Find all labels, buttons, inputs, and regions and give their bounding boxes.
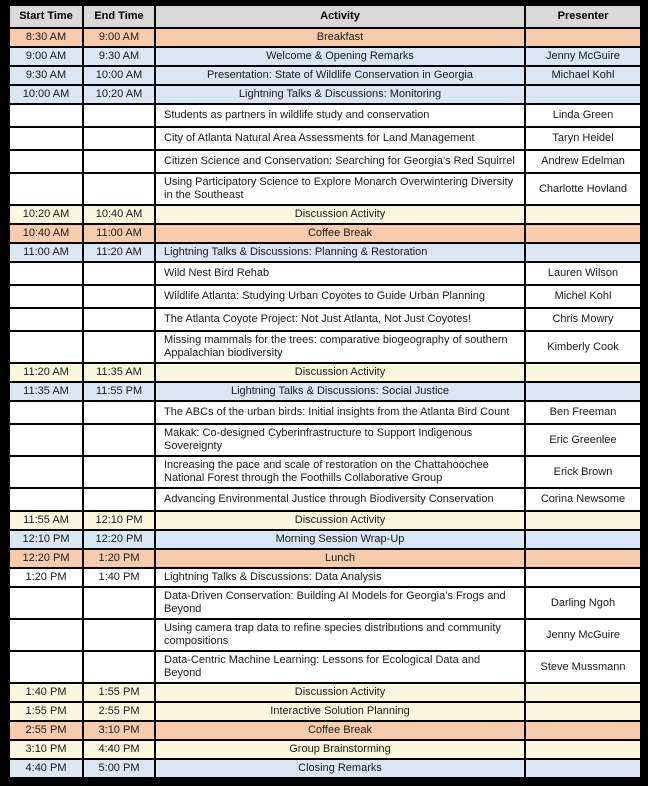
start-time-cell — [9, 104, 83, 127]
activity-cell: Students as partners in wildlife study and conservation — [155, 104, 525, 127]
table-row — [9, 401, 641, 424]
table-row — [9, 587, 641, 619]
end-time-cell — [83, 308, 155, 331]
end-time-cell — [83, 127, 155, 150]
table-row — [9, 243, 641, 262]
activity-cell: Missing mammals for the trees: comparative biogeography of southern Appalachian biodiversity — [155, 331, 525, 363]
end-time-cell — [83, 285, 155, 308]
end-time-cell — [83, 262, 155, 285]
table-row — [9, 511, 641, 530]
start-time-cell — [9, 331, 83, 363]
start-time-cell: 1:55 PM — [9, 702, 83, 721]
end-time-cell — [83, 173, 155, 205]
table-row — [9, 66, 641, 85]
activity-cell: Coffee Break — [155, 224, 525, 243]
activity-cell: Data-Centric Machine Learning: Lessons for Ecological Data and Beyond — [155, 651, 525, 683]
start-time-cell: 11:55 AM — [9, 511, 83, 530]
activity-cell: Using camera trap data to refine species distributions and community compositions — [155, 619, 525, 651]
end-time-cell: 5:00 PM — [83, 759, 155, 778]
table-row — [9, 683, 641, 702]
end-time-cell — [83, 424, 155, 456]
end-time-cell: 9:00 AM — [83, 28, 155, 47]
end-time-cell — [83, 150, 155, 173]
table-row — [9, 549, 641, 568]
activity-cell: Welcome & Opening Remarks — [155, 47, 525, 66]
start-time-cell — [9, 150, 83, 173]
presenter-cell — [525, 28, 641, 47]
start-time-cell — [9, 401, 83, 424]
presenter-cell: Eric Greenlee — [525, 424, 641, 456]
table-row — [9, 205, 641, 224]
start-time-cell: 9:00 AM — [9, 47, 83, 66]
activity-cell: Advancing Environmental Justice through Biodiversity Conservation — [155, 488, 525, 511]
end-time-cell: 11:20 AM — [83, 243, 155, 262]
start-time-cell: 4:40 PM — [9, 759, 83, 778]
table-row — [9, 28, 641, 47]
table-row — [9, 456, 641, 488]
activity-cell: Makak: Co-designed Cyberinfrastructure to Support Indigenous Sovereignty — [155, 424, 525, 456]
activity-cell: Discussion Activity — [155, 205, 525, 224]
activity-cell: Wildlife Atlanta: Studying Urban Coyotes to Guide Urban Planning — [155, 285, 525, 308]
presenter-cell: Steve Mussmann — [525, 651, 641, 683]
end-time-cell: 2:55 PM — [83, 702, 155, 721]
activity-cell: Presentation: State of Wildlife Conservation in Georgia — [155, 66, 525, 85]
activity-cell: Morning Session Wrap-Up — [155, 530, 525, 549]
activity-cell: Discussion Activity — [155, 683, 525, 702]
table-row — [9, 568, 641, 587]
activity-cell: Lunch — [155, 549, 525, 568]
presenter-cell — [525, 205, 641, 224]
start-time-cell: 10:40 AM — [9, 224, 83, 243]
table-row — [9, 224, 641, 243]
end-time-cell — [83, 104, 155, 127]
presenter-cell — [525, 85, 641, 104]
presenter-cell — [525, 549, 641, 568]
start-time-cell — [9, 173, 83, 205]
table-row — [9, 363, 641, 382]
end-time-cell: 10:20 AM — [83, 85, 155, 104]
presenter-cell — [525, 224, 641, 243]
start-time-cell: 9:30 AM — [9, 66, 83, 85]
activity-cell: Closing Remarks — [155, 759, 525, 778]
end-time-cell: 10:00 AM — [83, 66, 155, 85]
activity-cell: Lightning Talks & Discussions: Data Analysis — [155, 568, 525, 587]
presenter-cell: Linda Green — [525, 104, 641, 127]
table-row — [9, 488, 641, 511]
start-time-cell — [9, 308, 83, 331]
table-row — [9, 127, 641, 150]
start-time-cell: 8:30 AM — [9, 28, 83, 47]
presenter-cell — [525, 740, 641, 759]
table-row — [9, 530, 641, 549]
start-time-cell: 10:00 AM — [9, 85, 83, 104]
table-row — [9, 721, 641, 740]
start-time-cell: 3:10 PM — [9, 740, 83, 759]
schedule-table-container — [8, 4, 640, 779]
end-time-cell: 1:40 PM — [83, 568, 155, 587]
table-row — [9, 382, 641, 401]
activity-cell: Discussion Activity — [155, 511, 525, 530]
end-time-cell — [83, 587, 155, 619]
end-time-cell — [83, 401, 155, 424]
presenter-cell: Ben Freeman — [525, 401, 641, 424]
table-row — [9, 285, 641, 308]
activity-cell: Coffee Break — [155, 721, 525, 740]
start-time-cell: 2:55 PM — [9, 721, 83, 740]
start-time-cell — [9, 619, 83, 651]
activity-cell: Group Brainstorming — [155, 740, 525, 759]
end-time-cell: 10:40 AM — [83, 205, 155, 224]
presenter-cell: Taryn Heidel — [525, 127, 641, 150]
start-time-cell — [9, 424, 83, 456]
presenter-cell: Darling Ngoh — [525, 587, 641, 619]
header-row — [9, 5, 641, 28]
presenter-cell: Erick Brown — [525, 456, 641, 488]
end-time-cell — [83, 651, 155, 683]
start-time-cell — [9, 127, 83, 150]
presenter-cell — [525, 530, 641, 549]
activity-cell: Increasing the pace and scale of restoration on the Chattahoochee National Forest through the Foothills Collaborative Group — [155, 456, 525, 488]
activity-cell: City of Atlanta Natural Area Assessments for Land Management — [155, 127, 525, 150]
table-row — [9, 651, 641, 683]
activity-cell: Interactive Solution Planning — [155, 702, 525, 721]
end-time-cell — [83, 619, 155, 651]
presenter-cell — [525, 511, 641, 530]
schedule-body — [9, 28, 641, 778]
presenter-cell: Michael Kohl — [525, 66, 641, 85]
presenter-cell: Michel Kohl — [525, 285, 641, 308]
activity-cell: The ABCs of the urban birds: Initial insights from the Atlanta Bird Count — [155, 401, 525, 424]
start-time-cell — [9, 587, 83, 619]
presenter-cell — [525, 568, 641, 587]
table-row — [9, 702, 641, 721]
presenter-cell — [525, 759, 641, 778]
table-row — [9, 173, 641, 205]
start-time-cell — [9, 262, 83, 285]
presenter-cell — [525, 702, 641, 721]
start-time-cell: 12:20 PM — [9, 549, 83, 568]
activity-cell: Citizen Science and Conservation: Searching for Georgia’s Red Squirrel — [155, 150, 525, 173]
start-time-cell: 1:40 PM — [9, 683, 83, 702]
end-time-cell: 1:20 PM — [83, 549, 155, 568]
table-row — [9, 104, 641, 127]
presenter-cell: Charlotte Hovland — [525, 173, 641, 205]
presenter-cell: Andrew Edelman — [525, 150, 641, 173]
activity-cell: Lightning Talks & Discussions: Social Justice — [155, 382, 525, 401]
table-row — [9, 759, 641, 778]
presenter-cell — [525, 683, 641, 702]
activity-cell: Wild Nest Bird Rehab — [155, 262, 525, 285]
start-time-cell: 10:20 AM — [9, 205, 83, 224]
presenter-cell: Jenny McGuire — [525, 47, 641, 66]
presenter-cell — [525, 243, 641, 262]
start-time-cell — [9, 651, 83, 683]
end-time-cell: 11:00 AM — [83, 224, 155, 243]
end-time-cell: 3:10 PM — [83, 721, 155, 740]
column-header-start-time: Start Time — [9, 5, 83, 28]
column-header-presenter: Presenter — [525, 5, 641, 28]
table-row — [9, 331, 641, 363]
activity-cell: Discussion Activity — [155, 363, 525, 382]
start-time-cell — [9, 285, 83, 308]
end-time-cell — [83, 488, 155, 511]
start-time-cell: 12:10 PM — [9, 530, 83, 549]
start-time-cell: 1:20 PM — [9, 568, 83, 587]
end-time-cell — [83, 331, 155, 363]
column-header-end-time: End Time — [83, 5, 155, 28]
table-row — [9, 740, 641, 759]
table-row — [9, 85, 641, 104]
start-time-cell — [9, 488, 83, 511]
presenter-cell — [525, 382, 641, 401]
activity-cell: Using Participatory Science to Explore Monarch Overwintering Diversity in the Southeast — [155, 173, 525, 205]
start-time-cell: 11:20 AM — [9, 363, 83, 382]
end-time-cell: 12:20 PM — [83, 530, 155, 549]
schedule-table — [8, 4, 642, 779]
table-row — [9, 150, 641, 173]
presenter-cell: Chris Mowry — [525, 308, 641, 331]
table-row — [9, 262, 641, 285]
column-header-activity: Activity — [155, 5, 525, 28]
activity-cell: Breakfast — [155, 28, 525, 47]
presenter-cell: Jenny McGuire — [525, 619, 641, 651]
start-time-cell: 11:35 AM — [9, 382, 83, 401]
end-time-cell: 11:35 AM — [83, 363, 155, 382]
activity-cell: Data-Driven Conservation: Building AI Models for Georgia’s Frogs and Beyond — [155, 587, 525, 619]
activity-cell: Lightning Talks & Discussions: Planning & Restoration — [155, 243, 525, 262]
table-row — [9, 424, 641, 456]
presenter-cell — [525, 721, 641, 740]
presenter-cell — [525, 363, 641, 382]
end-time-cell — [83, 456, 155, 488]
table-row — [9, 308, 641, 331]
table-row — [9, 619, 641, 651]
table-row — [9, 47, 641, 66]
presenter-cell: Corina Newsome — [525, 488, 641, 511]
presenter-cell: Kimberly Cook — [525, 331, 641, 363]
end-time-cell: 1:55 PM — [83, 683, 155, 702]
end-time-cell: 4:40 PM — [83, 740, 155, 759]
end-time-cell: 9:30 AM — [83, 47, 155, 66]
end-time-cell: 11:55 PM — [83, 382, 155, 401]
start-time-cell: 11:00 AM — [9, 243, 83, 262]
activity-cell: Lightning Talks & Discussions: Monitoring — [155, 85, 525, 104]
start-time-cell — [9, 456, 83, 488]
presenter-cell: Lauren Wilson — [525, 262, 641, 285]
activity-cell: The Atlanta Coyote Project: Not Just Atlanta, Not Just Coyotes! — [155, 308, 525, 331]
end-time-cell: 12:10 PM — [83, 511, 155, 530]
